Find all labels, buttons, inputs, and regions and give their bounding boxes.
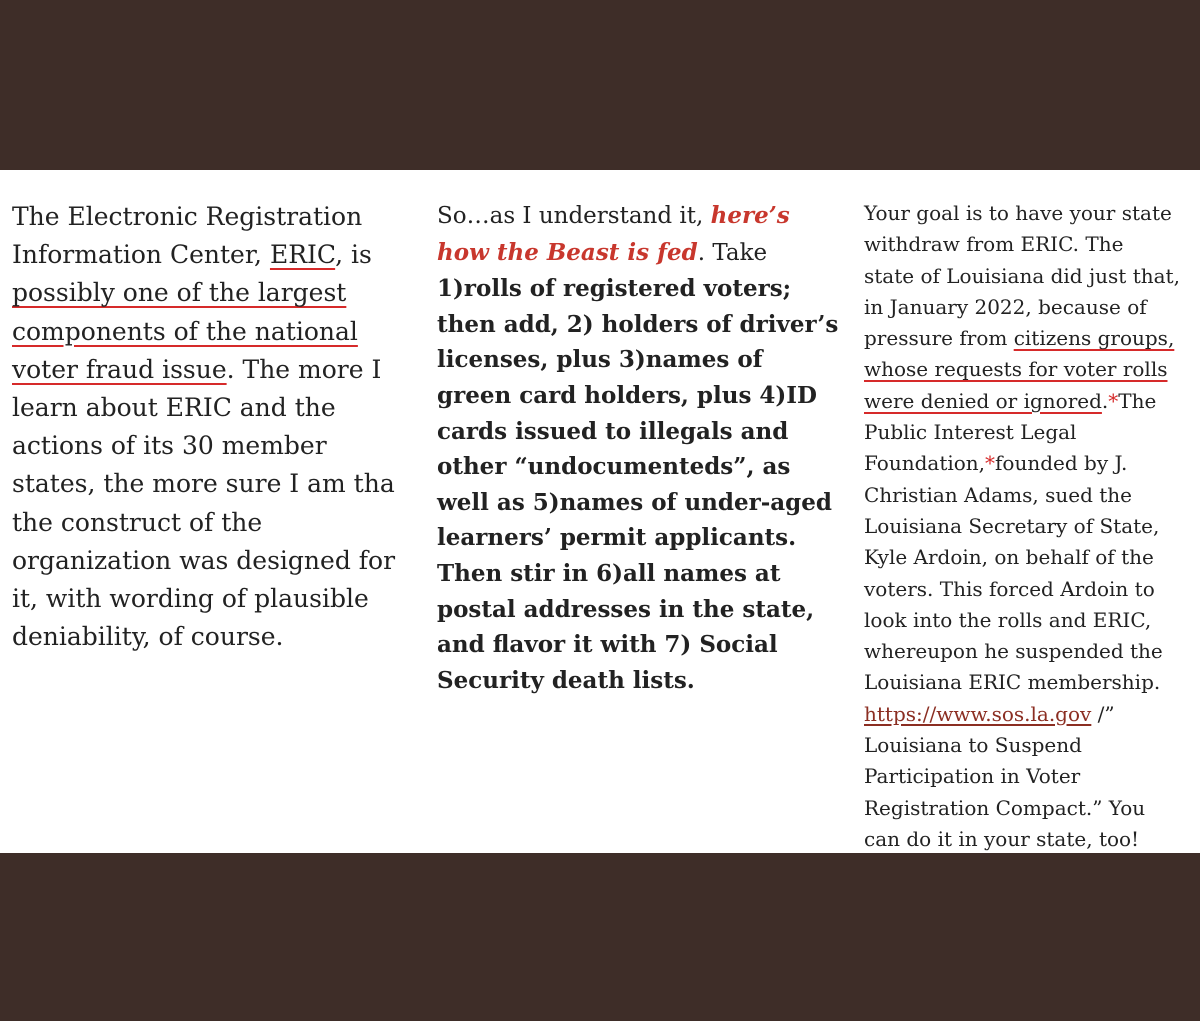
text-line: the construct of the: [12, 507, 263, 537]
text-line: 1)rolls of registered voters;: [437, 275, 792, 303]
text-line: [864, 354, 1194, 385]
text-line: then add, 2) holders of driver’s: [437, 310, 839, 338]
text-line: look into the rolls and ERIC,: [864, 607, 1152, 632]
text-line: https://www.sos.la.gov /”: [864, 701, 1115, 726]
text-line: pressure from citizens groups,: [864, 326, 1175, 351]
underlined-text: were denied or ignored: [864, 388, 1102, 413]
column-left: [12, 198, 402, 656]
underlined-text: voter fraud issue: [12, 354, 227, 384]
text-line: actions of its 30 member: [12, 431, 327, 461]
text-line: [12, 313, 402, 351]
sos-link[interactable]: https://www.sos.la.gov: [864, 701, 1092, 726]
text-line: learners’ permit applicants.: [437, 524, 797, 552]
text-line: The Electronic Registration: [12, 202, 363, 231]
underlined-text: components of the national: [12, 316, 358, 346]
highlight-text: how the Beast is fed: [437, 238, 698, 266]
text-line: withdraw from ERIC. The: [864, 232, 1124, 257]
text-line: Kyle Ardoin, on behalf of the: [864, 545, 1154, 570]
text-line: Your goal is to have your state: [864, 201, 1172, 225]
text-line: voters. This forced Ardoin to: [864, 576, 1155, 601]
text-line: organization was designed for: [12, 545, 396, 575]
text-line: Public Interest Legal: [864, 420, 1077, 445]
text-line: Participation in Voter: [864, 764, 1081, 789]
underlined-eric: ERIC: [269, 240, 336, 270]
text-line: in January 2022, because of: [864, 294, 1147, 319]
text-line: Louisiana Secretary of State,: [864, 513, 1160, 538]
text-line: Security death lists.: [437, 666, 695, 694]
text-line: licenses, plus 3)names of: [437, 346, 763, 374]
column-right: [864, 198, 1194, 853]
text-line: Registration Compact.” You: [864, 795, 1146, 820]
text-line: deniability, of course.: [12, 622, 284, 652]
text-line: green card holders, plus 4)ID: [437, 381, 817, 409]
text-line: Louisiana ERIC membership.: [864, 670, 1161, 695]
text-line: Then stir in 6)all names at: [437, 559, 781, 587]
text-line: postal addresses in the state,: [437, 595, 815, 623]
underlined-text: citizens groups,: [1013, 326, 1175, 351]
text-line: state of Louisiana did just that,: [864, 263, 1180, 288]
text-line: well as 5)names of under-aged: [437, 488, 832, 516]
text-line: So…as I understand it, here’s: [437, 202, 790, 229]
asterisk-mark: *: [1108, 388, 1119, 413]
text-line: Information Center, ERIC, is: [12, 240, 372, 270]
text-line: cards issued to illegals and: [437, 417, 789, 445]
text-line: it, with wording of plausible: [12, 584, 369, 614]
text-line: [12, 274, 402, 312]
document-page: [0, 170, 1200, 853]
text-line: and flavor it with 7) Social: [437, 631, 778, 659]
text-line: whereupon he suspended the: [864, 639, 1163, 664]
text-line: Christian Adams, sued the: [864, 482, 1133, 507]
underlined-text: possibly one of the largest: [12, 278, 347, 308]
text-line: Foundation,*founded by J.: [864, 451, 1128, 476]
highlight-text: here’s: [710, 202, 790, 229]
text-line: were denied or ignored.*The: [864, 388, 1157, 413]
top-dark-border: [0, 0, 1200, 170]
bottom-dark-border: [0, 853, 1200, 1021]
asterisk-mark: *: [985, 451, 996, 476]
text-line: other “undocumenteds”, as: [437, 453, 791, 481]
text-line: how the Beast is fed. Take: [437, 238, 768, 266]
text-line: learn about ERIC and the: [12, 393, 336, 423]
text-line: states, the more sure I am tha: [12, 469, 395, 499]
underlined-text: whose requests for voter rolls: [864, 357, 1168, 382]
text-line: can do it in your state, too!: [864, 826, 1140, 851]
column-middle: [437, 198, 839, 698]
text-line: voter fraud issue. The more I: [12, 354, 382, 384]
text-line: Louisiana to Suspend: [864, 733, 1082, 758]
